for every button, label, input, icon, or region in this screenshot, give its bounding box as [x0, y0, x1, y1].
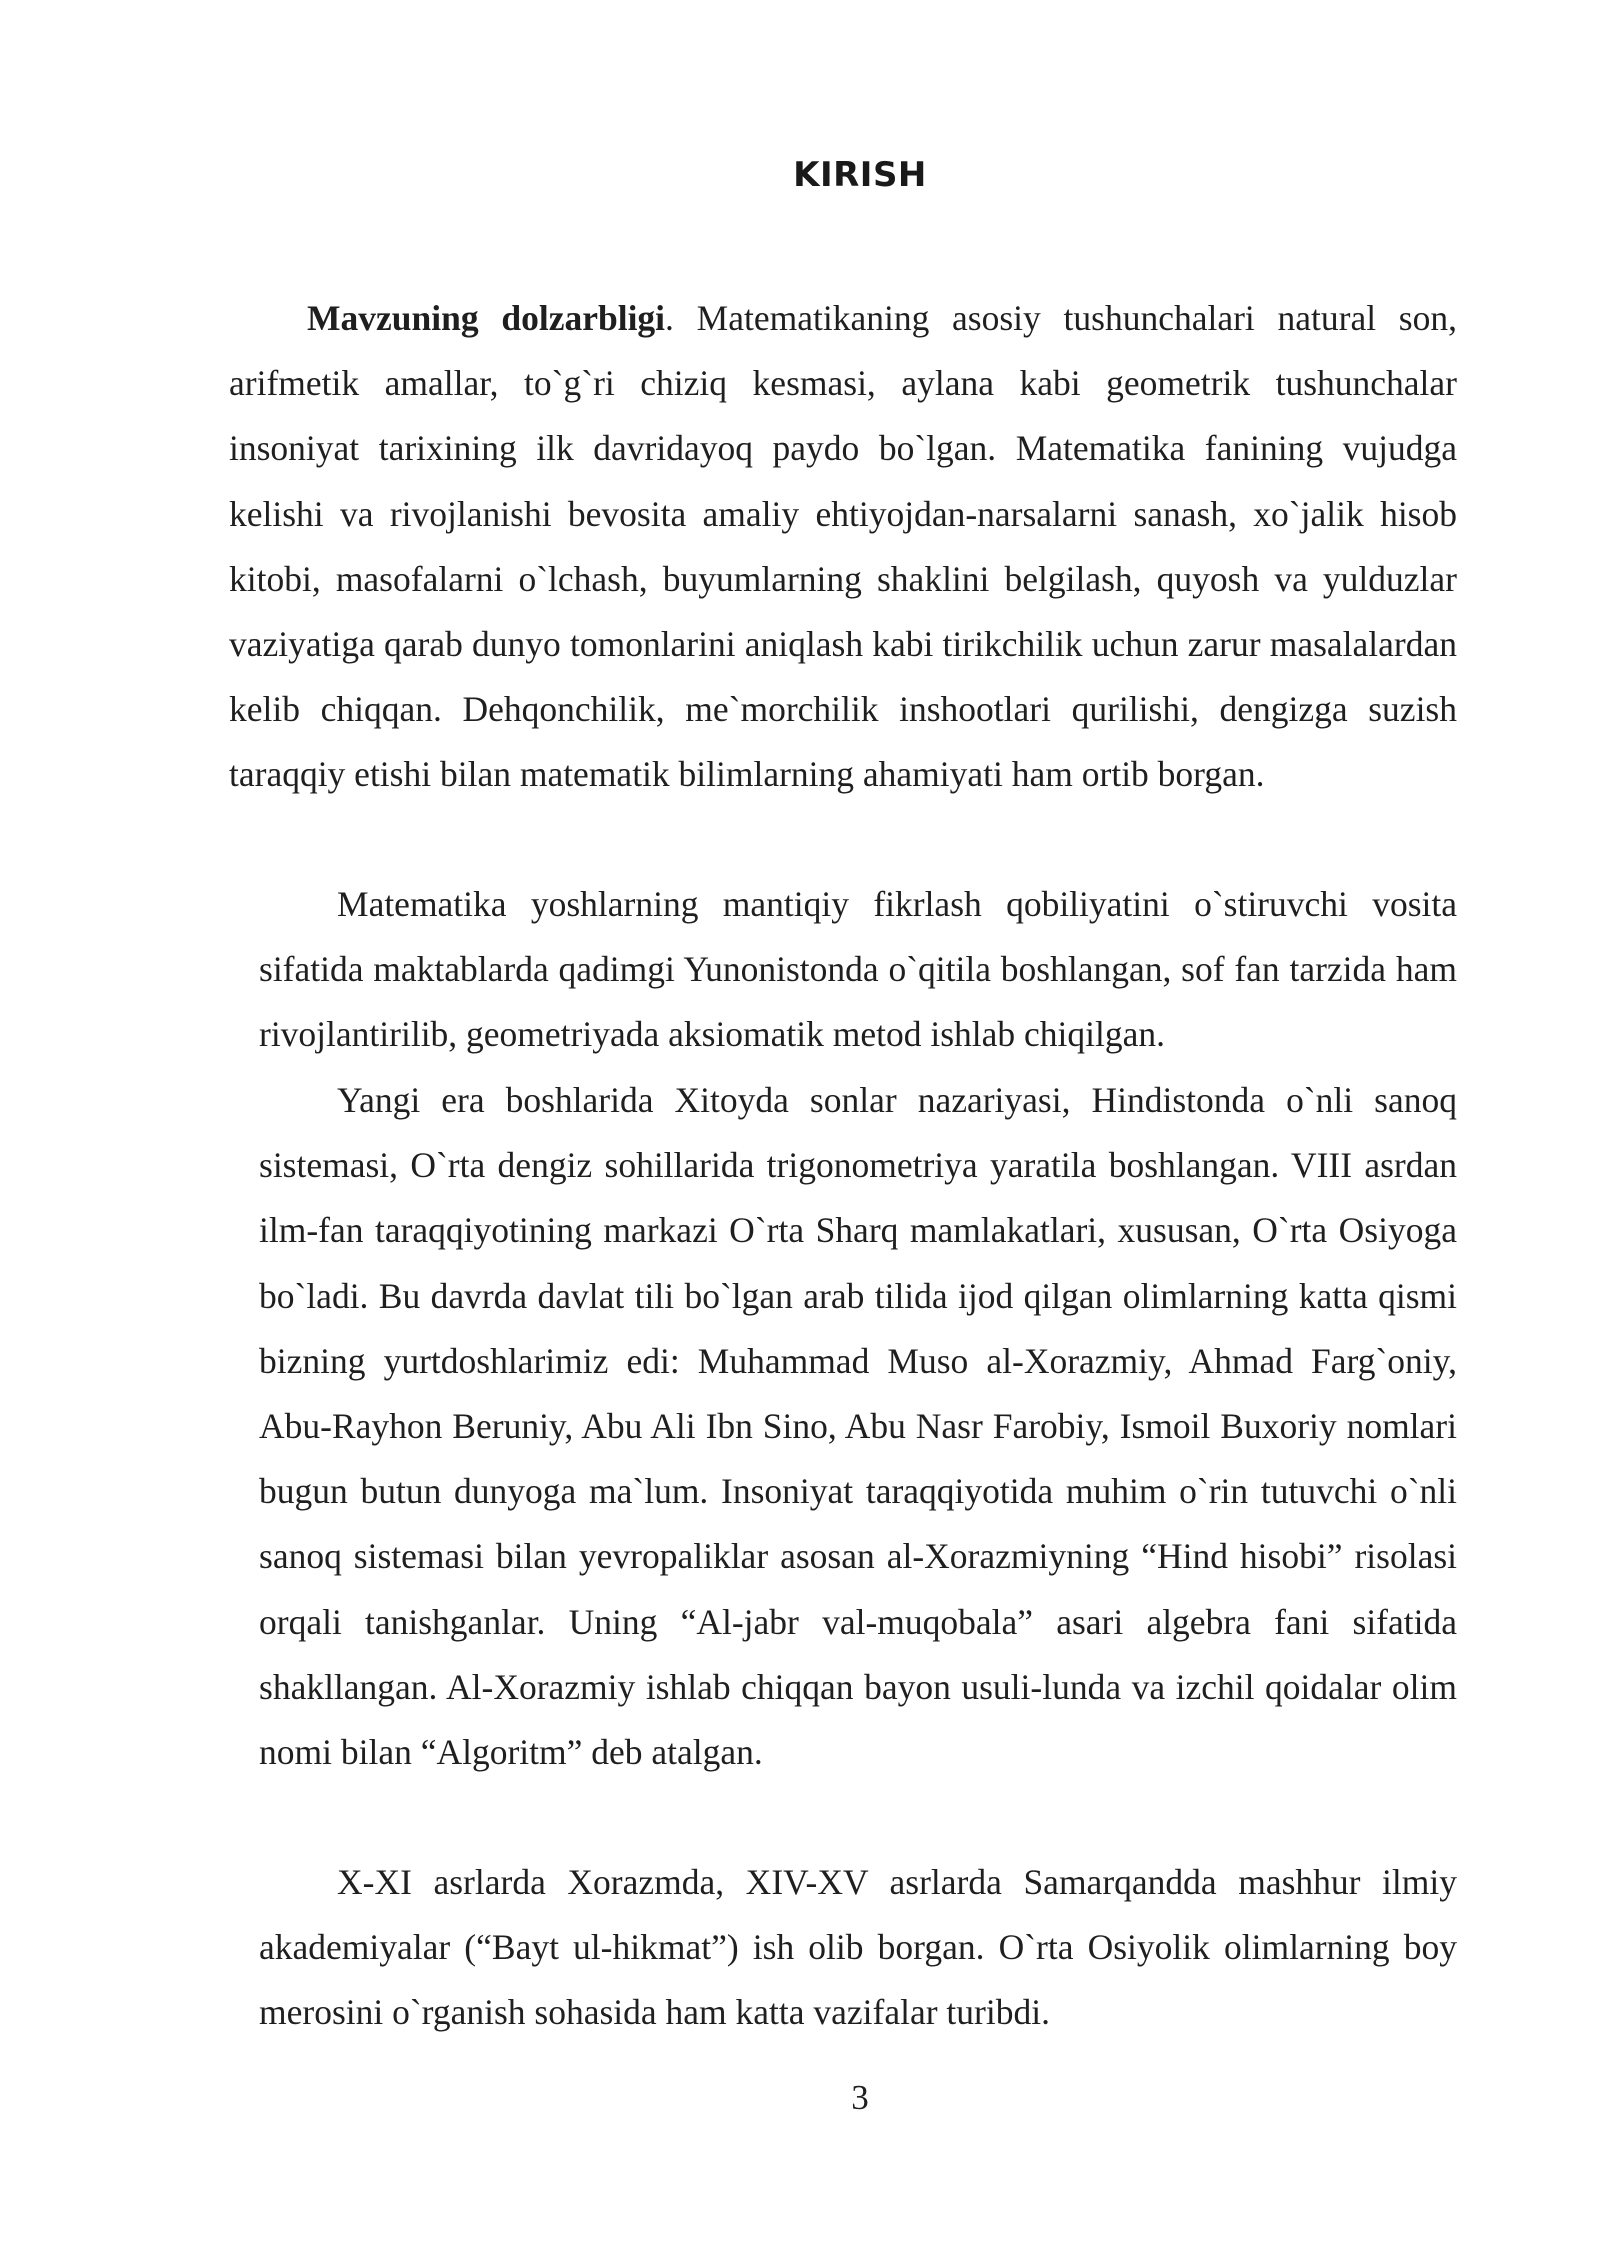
paragraph-text: [229, 286, 1457, 808]
paragraph-text: X-XI asrlarda Xorazmda, XIV-XV asrlarda Samarqandda mashhur ilmiy akademiyalar (“Bayt ul-hikmat”) ish olib borgan. O`rta Osiyolik olimlarning boy merosini o`rganish sohasida ham katta vazifalar turibdi.: [259, 1862, 1457, 2033]
paragraph-text: Matematika yoshlarning mantiqiy fikrlash qobiliyatini o`stiruvchi vosita sifatida maktablarda qadimgi Yunonistonda o`qitila boshlangan, sof fan tarzida ham rivojlantirilib, geometriyada aksiomatik metod ishlab chiqilgan.: [259, 884, 1457, 1055]
paragraph-academies: [259, 1850, 1457, 2046]
page-number: 3: [851, 2078, 869, 2117]
paragraph-greece: [259, 872, 1457, 1068]
paragraph-relevance: [229, 286, 1457, 808]
paragraph-new-era: [259, 1068, 1457, 1785]
paragraph-body: . Matematikaning asosiy tushunchalari natural son, arifmetik amallar, to`g`ri chiziq kesmasi, aylana kabi geometrik tushunchalar insoniyat tarixining ilk davridayoq paydo bo`lgan. Matematika fanining vujudga kelishi va rivojlanishi bevosita amaliy ehtiyojdan-narsalarni sanash, xo`jalik hisob kitobi, masofalarni o`lchash, buyumlarning shaklini belgilash, quyosh va yulduzlar vaziyatiga qarab dunyo tomonlarini aniqlash kabi tirikchilik uchun zarur masalalardan kelib chiqqan. Dehqonchilik, me`morchilik inshootlari qurilishi, dengizga suzish taraqqiy etishi bilan matematik bilimlarning ahamiyati ham ortib borgan.: [229, 298, 1457, 795]
page-heading: KIRISH: [793, 155, 927, 195]
paragraph-text: Yangi era boshlarida Xitoyda sonlar nazariyasi, Hindistonda o`nli sanoq sistemasi, O`rta dengiz sohillarida trigonometriya yaratila boshlangan. VIII asrdan ilm-fan taraqqiyotining markazi O`rta Sharq mamlakatlari, xususan, O`rta Osiyoga bo`ladi. Bu davrda davlat tili bo`lgan arab tilida ijod qilgan olimlarning katta qismi bizning yurtdoshlarimiz edi: Muhammad Muso al-Xorazmiy, Ahmad Farg`oniy, Abu-Rayhon Beruniy, Abu Ali Ibn Sino, Abu Nasr Farobiy, Ismoil Buxoriy nomlari bugun butun dunyoga ma`lum. Insoniyat taraqqiyotida muhim o`rin tutuvchi o`nli sanoq sistemasi bilan yevropaliklar asosan al-Xorazmiyning “Hind hisobi” risolasi orqali tanishganlar. Uning “Al-jabr val-muqobala” asari algebra fani sifatida shakllangan. Al-Xorazmiy ishlab chiqqan bayon usuli-lunda va izchil qoidalar olim nomi bilan “Algoritm” deb atalgan.: [259, 1080, 1457, 1773]
lead-term: Mavzuning dolzarbligi: [307, 298, 666, 338]
